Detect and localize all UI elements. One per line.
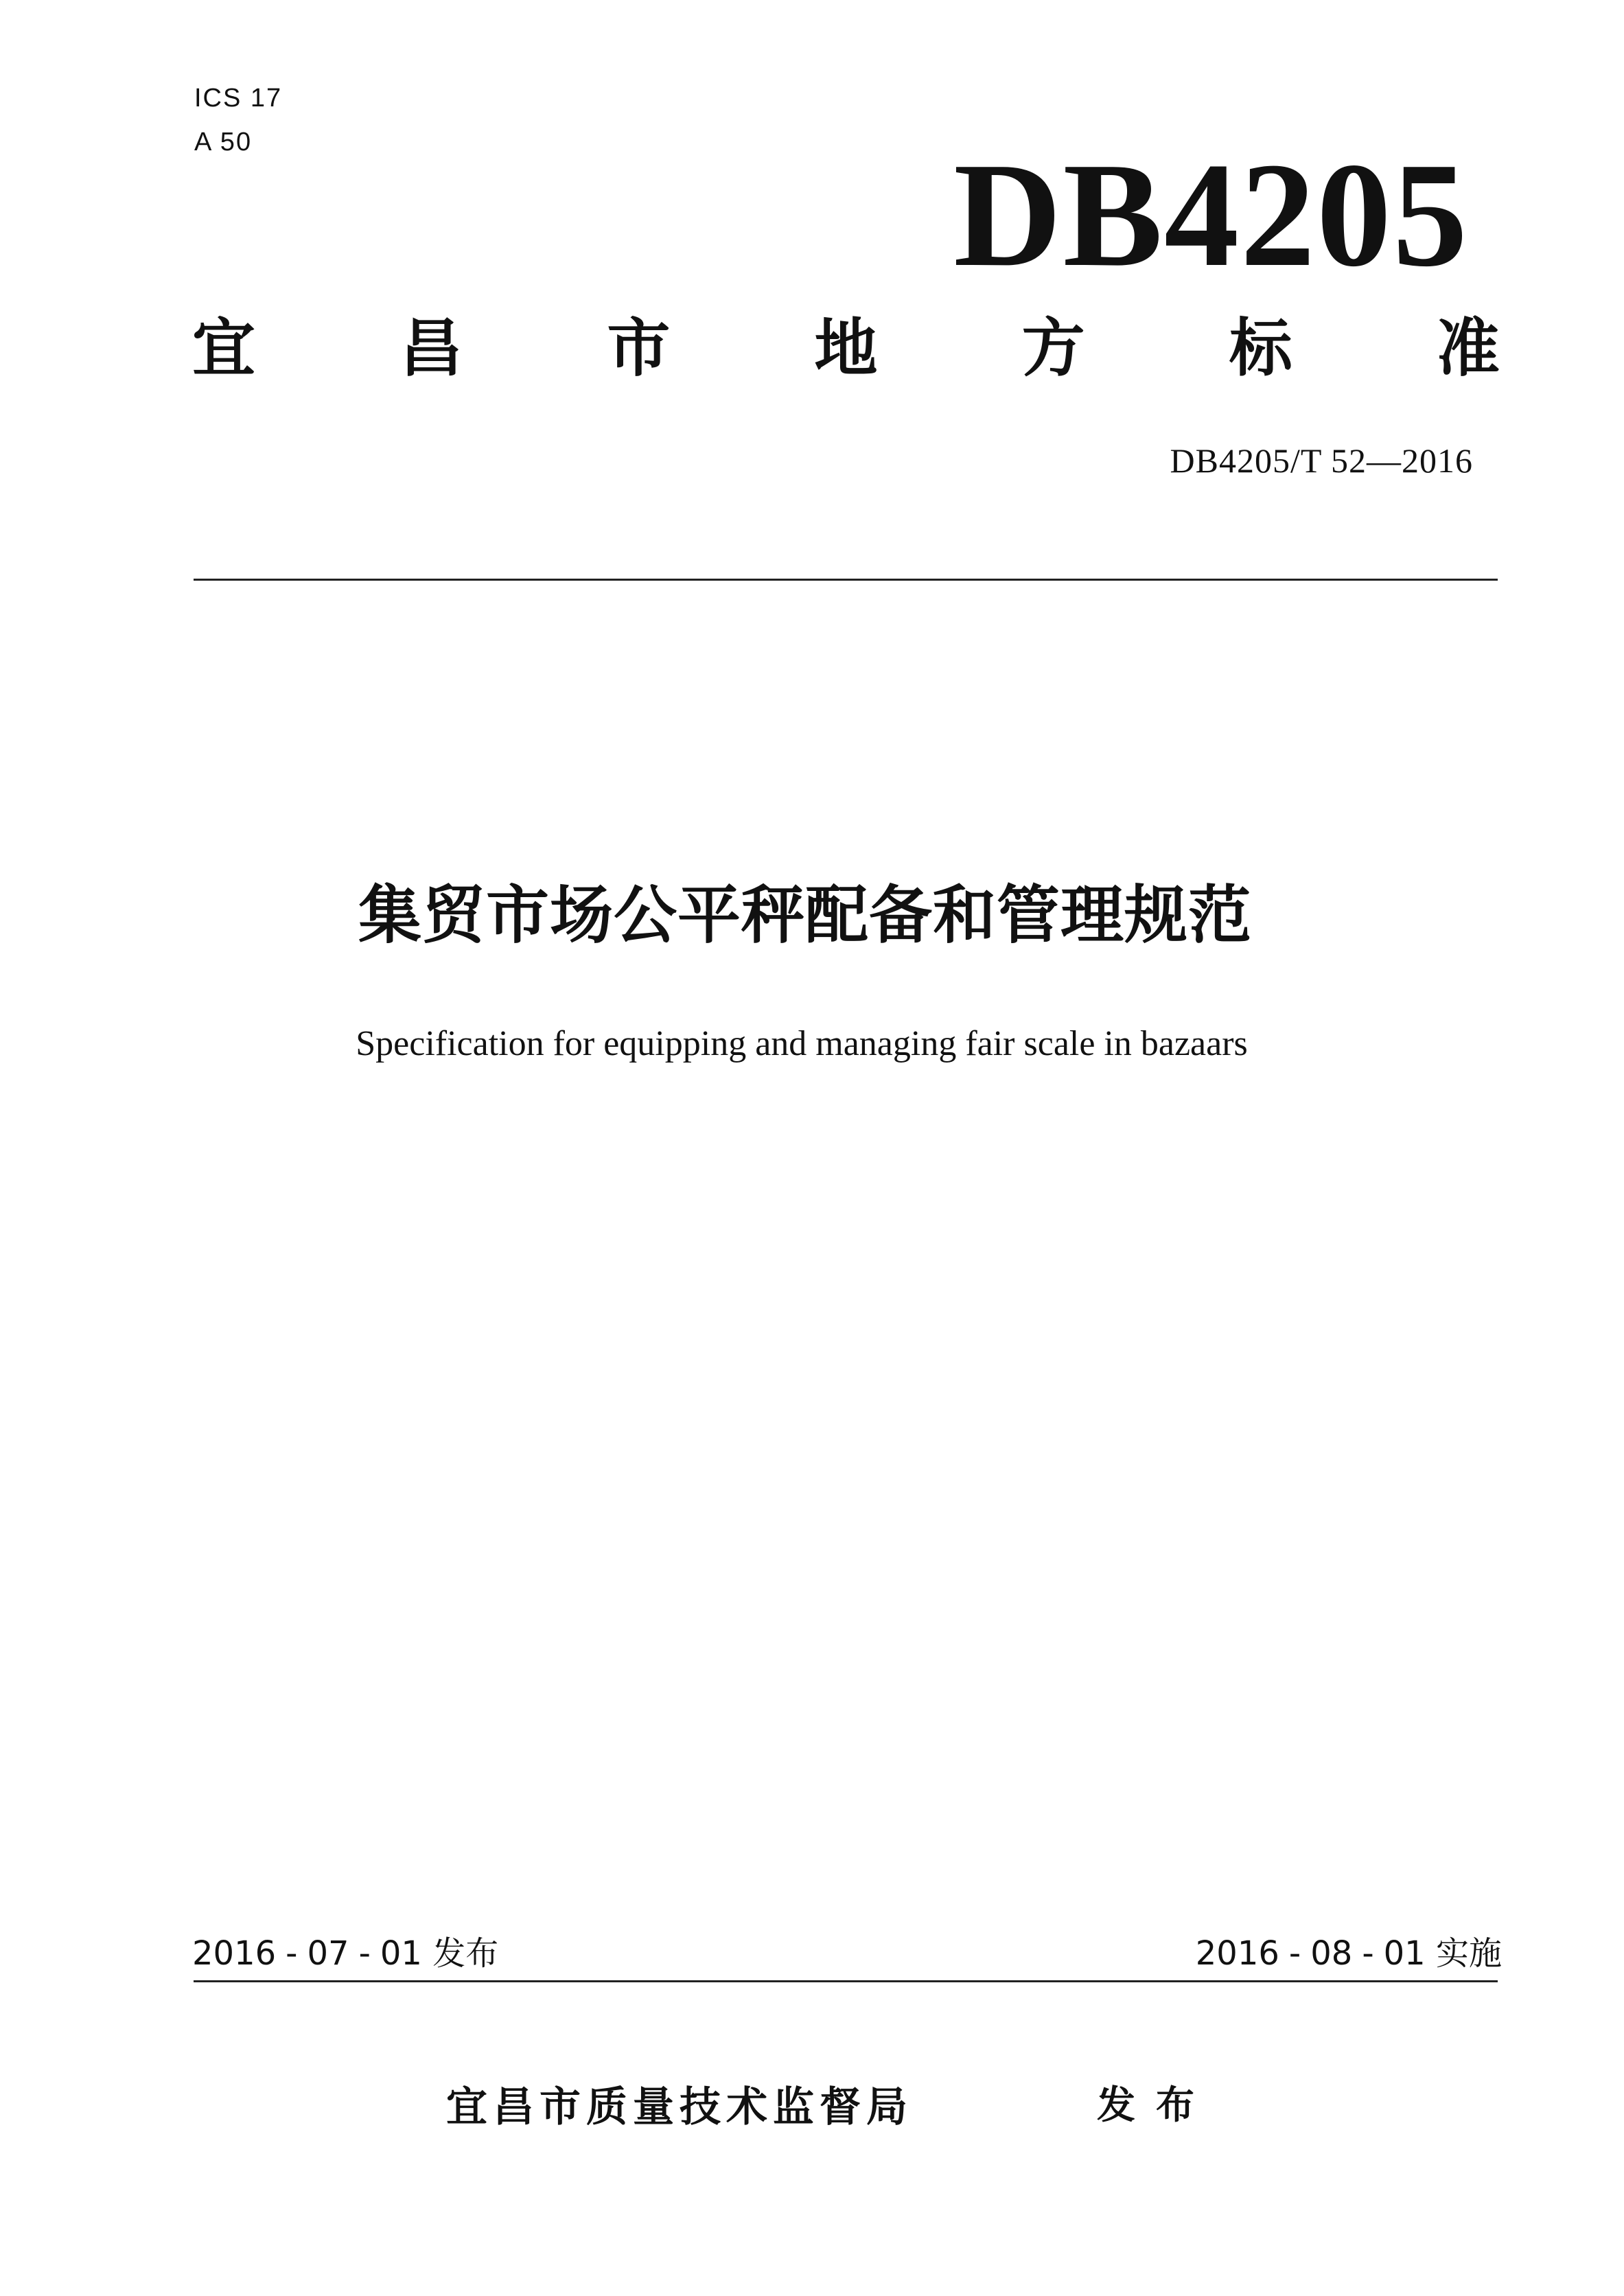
- issue-label: 发布: [1097, 2083, 1215, 2128]
- date-separator: -: [1362, 1934, 1374, 1973]
- standard-type-char: 宜: [192, 312, 256, 385]
- standard-type-char: 准: [1436, 312, 1500, 385]
- implementation-day: 01: [1383, 1934, 1426, 1973]
- standard-type-char: 方: [1021, 312, 1085, 385]
- standard-type-char: 市: [607, 312, 671, 385]
- title-english: [0, 1026, 1624, 1062]
- ics-code: ICS 17: [194, 84, 283, 113]
- ccs-code: A 50: [194, 128, 253, 156]
- title-chinese: [0, 879, 1624, 952]
- footer-divider: [194, 1980, 1498, 1982]
- date-separator: -: [358, 1934, 371, 1973]
- issue-year: 2016: [192, 1934, 277, 1973]
- standard-type-char: 地: [814, 312, 878, 385]
- implementation-month: 08: [1310, 1934, 1353, 1973]
- implementation-year: 2016: [1195, 1934, 1279, 1973]
- standard-number: DB4205/T 52—2016: [1170, 441, 1473, 480]
- header-divider: [194, 579, 1498, 581]
- date-separator: -: [286, 1934, 298, 1973]
- title-chinese-text: 集贸市场公平秤配备和管理规范: [358, 879, 1252, 952]
- issue-date-label: 发布: [432, 1934, 499, 1973]
- standard-type-char: 昌: [399, 312, 463, 385]
- standard-series-code: DB4205: [953, 132, 1469, 298]
- issuing-authority: 宜昌市质量技术监督局: [446, 2083, 913, 2131]
- standard-type-char: 标: [1229, 312, 1292, 385]
- implementation-date-label: 实施: [1435, 1934, 1502, 1973]
- title-english-text: Specification for equipping and managing fair scale in bazaars: [356, 1024, 1248, 1063]
- issue-day: 01: [380, 1934, 422, 1973]
- implementation-date: [1195, 1934, 1502, 1973]
- issue-month: 07: [307, 1934, 349, 1973]
- issue-date: [192, 1934, 499, 1973]
- date-separator: -: [1288, 1934, 1301, 1973]
- standard-type-heading: [192, 312, 1500, 385]
